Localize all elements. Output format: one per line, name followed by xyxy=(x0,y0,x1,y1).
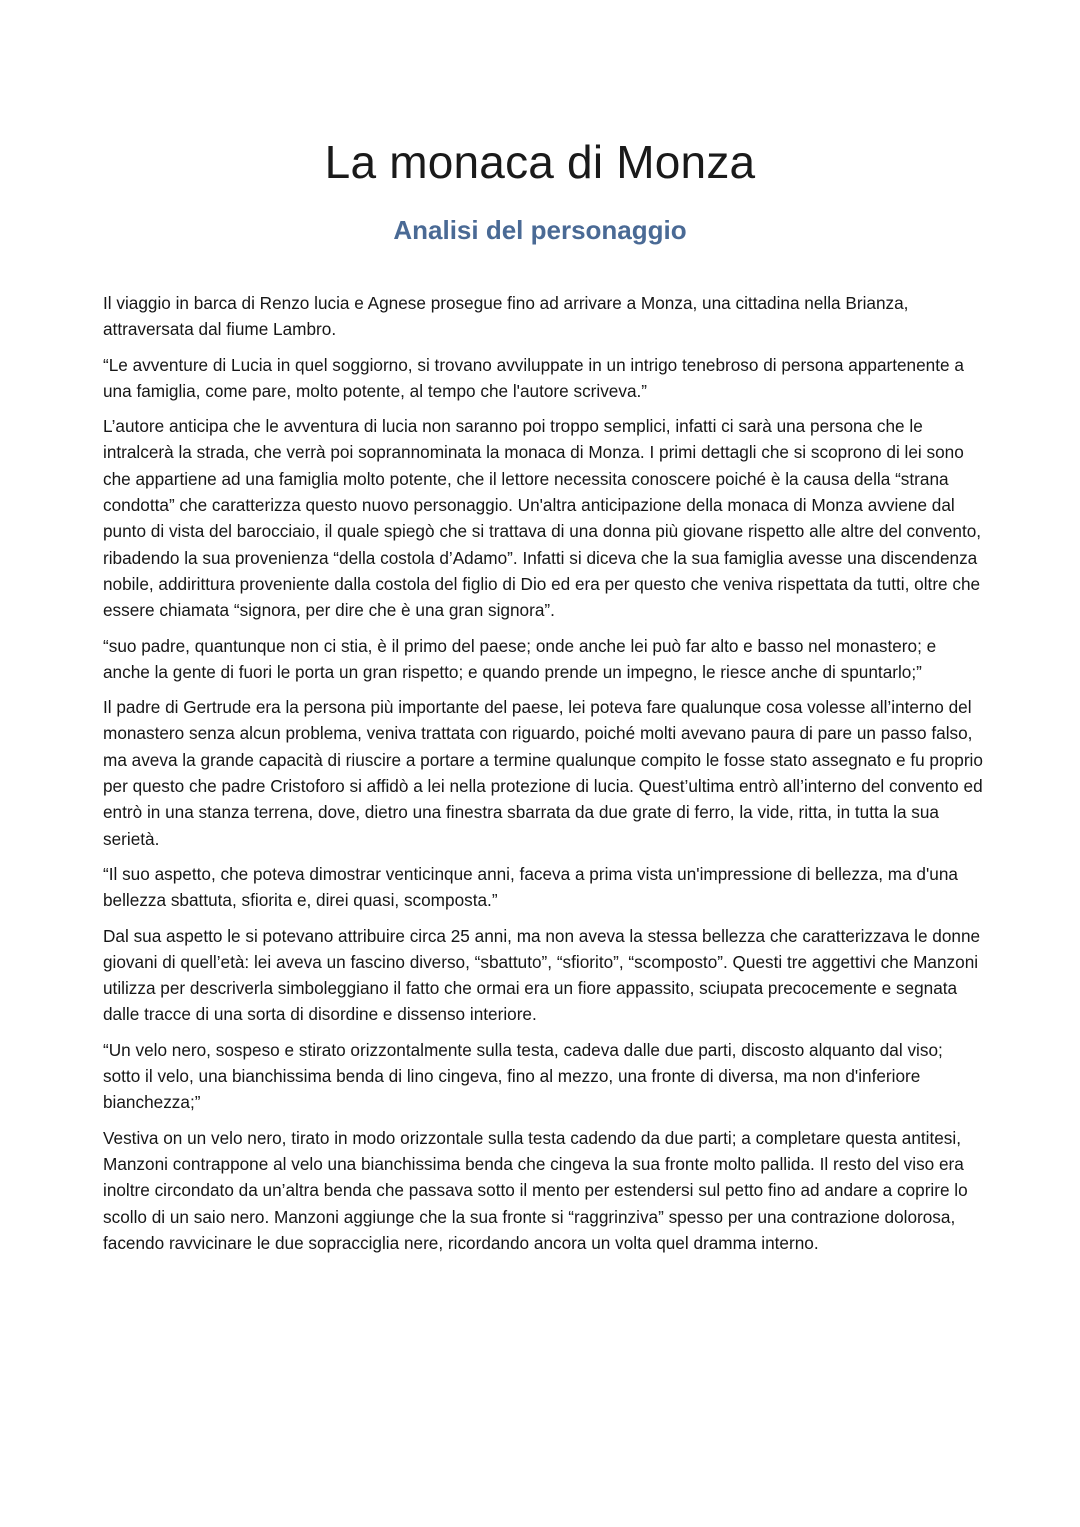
paragraph-quote-4: “Un velo nero, sospeso e stirato orizzontalmente sulla testa, cadeva dalle due parti, discosto alquanto dal viso; sotto il velo, una bianchissima benda di lino cingeva, fino al mezzo, una fronte di diversa, ma non d'inferiore bianchezza;” xyxy=(103,1039,943,1113)
paragraph-quote-2: “suo padre, quantunque non ci stia, è il primo del paese; onde anche lei può far alto e basso nel monastero; e anche la gente di fuori le porta un gran rispetto; e quando prende un impegno, le riesce anche di spuntarlo;” xyxy=(103,635,937,682)
paragraph-analysis-1: L’autore anticipa che le avventura di lucia non saranno poi troppo semplici, infatti ci sarà una persona che le intralcerà la strada, che verrà poi soprannominata la monaca di Monza. I primi dettagli che si scoprono di lei sono che appartiene ad una famiglia molto potente, che il lettore necessita conoscere poiché è la causa della “strana condotta” che caratterizza questo nuovo personaggio. Un'altra anticipazione della monaca di Monza avviene dal punto di vista del barocciaio, il quale spiegò che si trattava di una donna più giovane rispetto alle altre del convento, ribadendo la sua provenienza “della costola d’Adamo”. Infatti si diceva che la sua famiglia avesse una discendenza nobile, addirittura proveniente dalla costola del figlio di Dio ed era per questo che veniva rispettata da tutti, oltre che essere chiamata “signora, per dire che è una gran signora”. xyxy=(103,416,982,621)
paragraph-intro: Il viaggio in barca di Renzo lucia e Agnese prosegue fino ad arrivare a Monza, una cittadina nella Brianza, attraversata dal fiume Lambro. xyxy=(103,293,909,340)
paragraph-quote-3: “Il suo aspetto, che poteva dimostrar venticinque anni, faceva a prima vista un'impressione di bellezza, ma d'una bellezza sbattuta, sfiorita e, direi quasi, scomposta.” xyxy=(103,863,958,911)
paragraph-quote-1: “Le avventure di Lucia in quel soggiorno, si trovano avviluppate in un intrigo tenebroso di persona appartenente a una famiglia, come pare, molto potente, al tempo che l'autore scriveva.” xyxy=(103,354,964,401)
document-subtitle: Analisi del personaggio xyxy=(393,215,687,245)
paragraph-analysis-2: Il padre di Gertrude era la persona più importante del paese, lei poteva fare qualunque cosa volesse all’interno del monastero senza alcun problema, veniva trattata con riguardo, poiché molti avevano paura di pare un passo falso, ma aveva la grande capacità di riuscire a portare a termine qualunque compito le fosse stato assegnato e fu proprio per questo che padre Cristoforo si affidò a lei nella protezione di lucia. Quest’ultima entrò all’interno del convento ed entrò in una stanza terrena, dove, dietro una finestra sbarrata da due grate di ferro, la vide, ritta, in tutta la sua serietà. xyxy=(103,697,983,849)
paragraph-analysis-4: Vestiva on un velo nero, tirato in modo orizzontale sulla testa cadendo da due parti; a completare questa antitesi, Manzoni contrappone al velo una bianchissima benda che cingeva la sua fronte molto pallida. Il resto del viso era inoltre circondato da un’altra benda che passava sotto il mento per estendersi sul petto fino ad andare a coprire lo scollo di un saio nero. Manzoni aggiunge che la sua fronte si “raggrinziva” spesso per una contrazione dolorosa, facendo ravvicinare le due sopracciglia nere, ricordando ancora un volta quel dramma interno. xyxy=(103,1127,968,1253)
paragraph-analysis-3: Dal sua aspetto le si potevano attribuire circa 25 anni, ma non aveva la stessa bellezza che caratterizzava le donne giovani di quell’età: lei aveva un fascino diverso, “sbattuto”, “sfiorito”, “scomposto”. Questi tre aggettivi che Manzoni utilizza per descriverla simboleggiano il fatto che ormai era un fiore appassito, sciupata precocemente e segnata dalle tracce di una sorta di disordine e dissenso interiore. xyxy=(103,925,981,1025)
document-body xyxy=(103,290,983,1265)
document-title: La monaca di Monza xyxy=(324,136,756,188)
